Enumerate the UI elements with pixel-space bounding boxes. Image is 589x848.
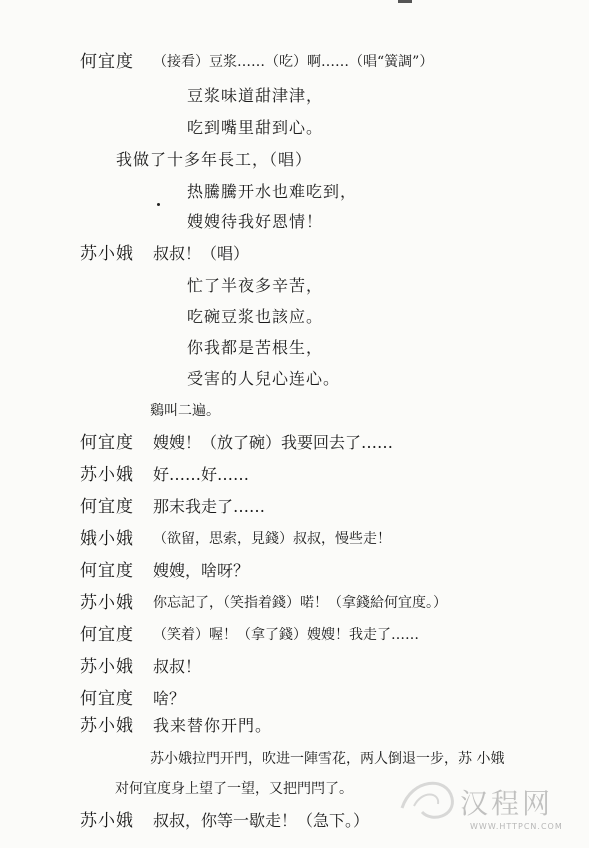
- speaker-label: 何宜度: [80, 433, 134, 453]
- speaker-label: 苏小娥: [80, 465, 134, 485]
- watermark-text: 汉程网: [460, 787, 554, 820]
- dialogue-text: （欲留，思索，見錢）叔叔，慢些走！: [153, 531, 391, 547]
- stage-direction: 对何宜度身上望了一望，又把門閂了。: [115, 781, 353, 797]
- page-edge-mark: [398, 0, 412, 3]
- dialogue-text: 叔叔！: [153, 657, 202, 676]
- dialogue-text: 叔叔！（唱）: [153, 244, 250, 263]
- stage-direction: 苏小娥拉門开門，吹进一陣雪花，两人倒退一步，苏 小娥: [150, 751, 505, 767]
- speaker-label: 何宜度: [80, 625, 134, 645]
- speaker-label: 苏小娥: [80, 716, 134, 736]
- dialogue-text: 那末我走了……: [153, 497, 266, 516]
- verse-line: 吃碗豆浆也該应。: [187, 307, 324, 326]
- dialogue-text: 嫂嫂！（放了碗）我要回去了……: [153, 433, 394, 452]
- speaker-label: 何宜度: [80, 689, 134, 709]
- speaker-label: 娥小娥: [80, 529, 134, 549]
- verse-line: 热騰騰开水也难吃到，: [187, 182, 358, 201]
- print-speck: [157, 203, 160, 206]
- verse-line: 嫂嫂待我好恩情！: [187, 212, 324, 231]
- dialogue-text: 嫂嫂，啥呀？: [153, 561, 250, 580]
- verse-line: 忙了半夜多辛苦，: [187, 276, 324, 295]
- dialogue-text: 你忘記了，（笑指着錢）喏！（拿錢給何宜度。）: [153, 595, 447, 611]
- stage-direction: 鷄叫二遍。: [150, 403, 220, 419]
- dialogue-text: 啥？: [153, 689, 186, 708]
- dialogue-text: （接看）豆浆……（吃）啊……（唱“簧調”）: [153, 54, 434, 70]
- verse-line: 受害的人兒心连心。: [187, 369, 341, 388]
- speaker-label: 苏小娥: [80, 657, 134, 677]
- watermark-url: WWW.HTTPCN.COM: [470, 822, 563, 831]
- dialogue-continuation: 我做了十多年長工，（唱）: [116, 150, 313, 169]
- dialogue-text: （笑着）喔！（拿了錢）嫂嫂！我走了……: [153, 627, 419, 643]
- speaker-label: 何宜度: [80, 497, 134, 517]
- dialogue-text: 叔叔，你等一歇走！（急下。）: [153, 811, 370, 830]
- speaker-label: 苏小娥: [80, 593, 134, 613]
- verse-line: 吃到嘴里甜到心。: [187, 118, 324, 137]
- verse-line: 豆浆味道甜津津，: [187, 86, 324, 105]
- dialogue-text: 我来替你开門。: [153, 716, 273, 735]
- speaker-label: 苏小娥: [80, 244, 134, 264]
- speaker-label: 何宜度: [80, 561, 134, 581]
- speaker-label: 何宜度: [80, 52, 134, 72]
- verse-line: 你我都是苦根生，: [187, 338, 324, 357]
- speaker-label: 苏小娥: [80, 811, 134, 831]
- dialogue-text: 好……好……: [153, 465, 250, 484]
